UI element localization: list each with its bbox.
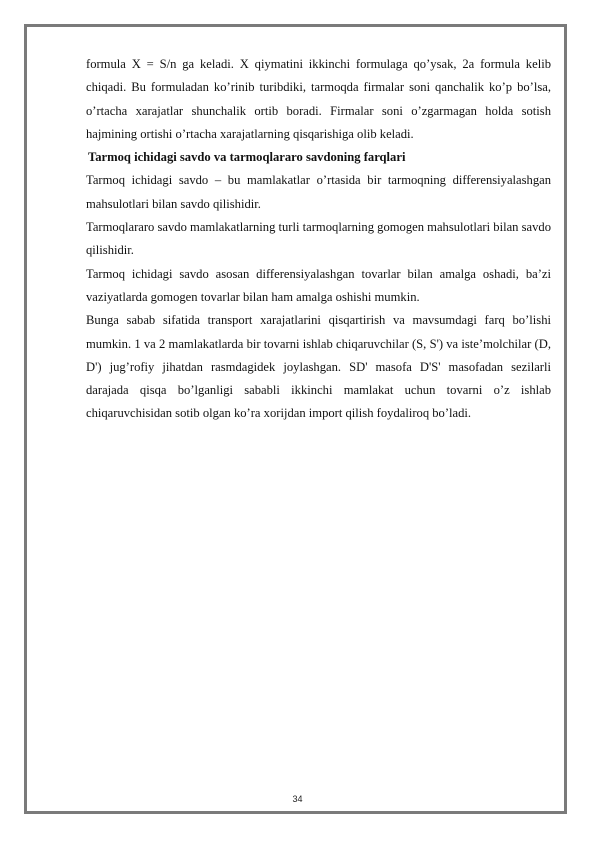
section-heading: Tarmoq ichidagi savdo va tarmoqlararo savdoning farqlari xyxy=(88,150,406,165)
paragraph-differentiated-goods: Tarmoq ichidagi savdo asosan differensiyalashgan tovarlar bilan amalga oshadi, ba’zi vaziyatlarda gomogen tovarlar bilan ham amalga oshishi mumkin. xyxy=(86,266,551,304)
paragraph-formula: formula X = S/n ga keladi. X qiymatini ikkinchi formulaga qo’ysak, 2a formula kelib chiqadi. Bu formuladan ko’rinib turibdiki, tarmoqda firmalar soni qanchalik ko’p bo’lsa, o’rtacha xarajatlar shunchalik ortib boradi. Firmalar soni o’zgarmagan holda sotish hajmining ortishi o’rtacha xarajatlarning qisqarishiga olib keladi. xyxy=(86,57,551,141)
paragraph-intra-industry-definition: Tarmoq ichidagi savdo – bu mamlakatlar o’rtasida bir tarmoqning differensiyalashgan mahsulotlari bilan savdo qilishidir. xyxy=(86,173,551,211)
paragraph-inter-industry-definition: Tarmoqlararo savdo mamlakatlarning turli tarmoqlarning gomogen mahsulotlari bilan savdo qilishidir. xyxy=(86,220,551,258)
document-body xyxy=(86,53,551,426)
paragraph-transport-costs: Bunga sabab sifatida transport xarajatlarini qisqartirish va mavsumdagi farq bo’lishi mumkin. 1 va 2 mamlakatlarda bir tovarni ishlab chiqaruvchilar (S, S') va iste’molchilar (D, D') jug’rofiy jihatdan rasmdagidek joylashgan. SD' masofa D'S' masofadan sezilarli darajada qisqa bo’lganligi sababli ikkinchi mamlakat uchun tovarni o’z ishlab chiqaruvchisidan sotib olgan ko’ra xorijdan import qilish foydaliroq bo’ladi. xyxy=(86,313,551,421)
page-number: 34 xyxy=(292,794,303,804)
